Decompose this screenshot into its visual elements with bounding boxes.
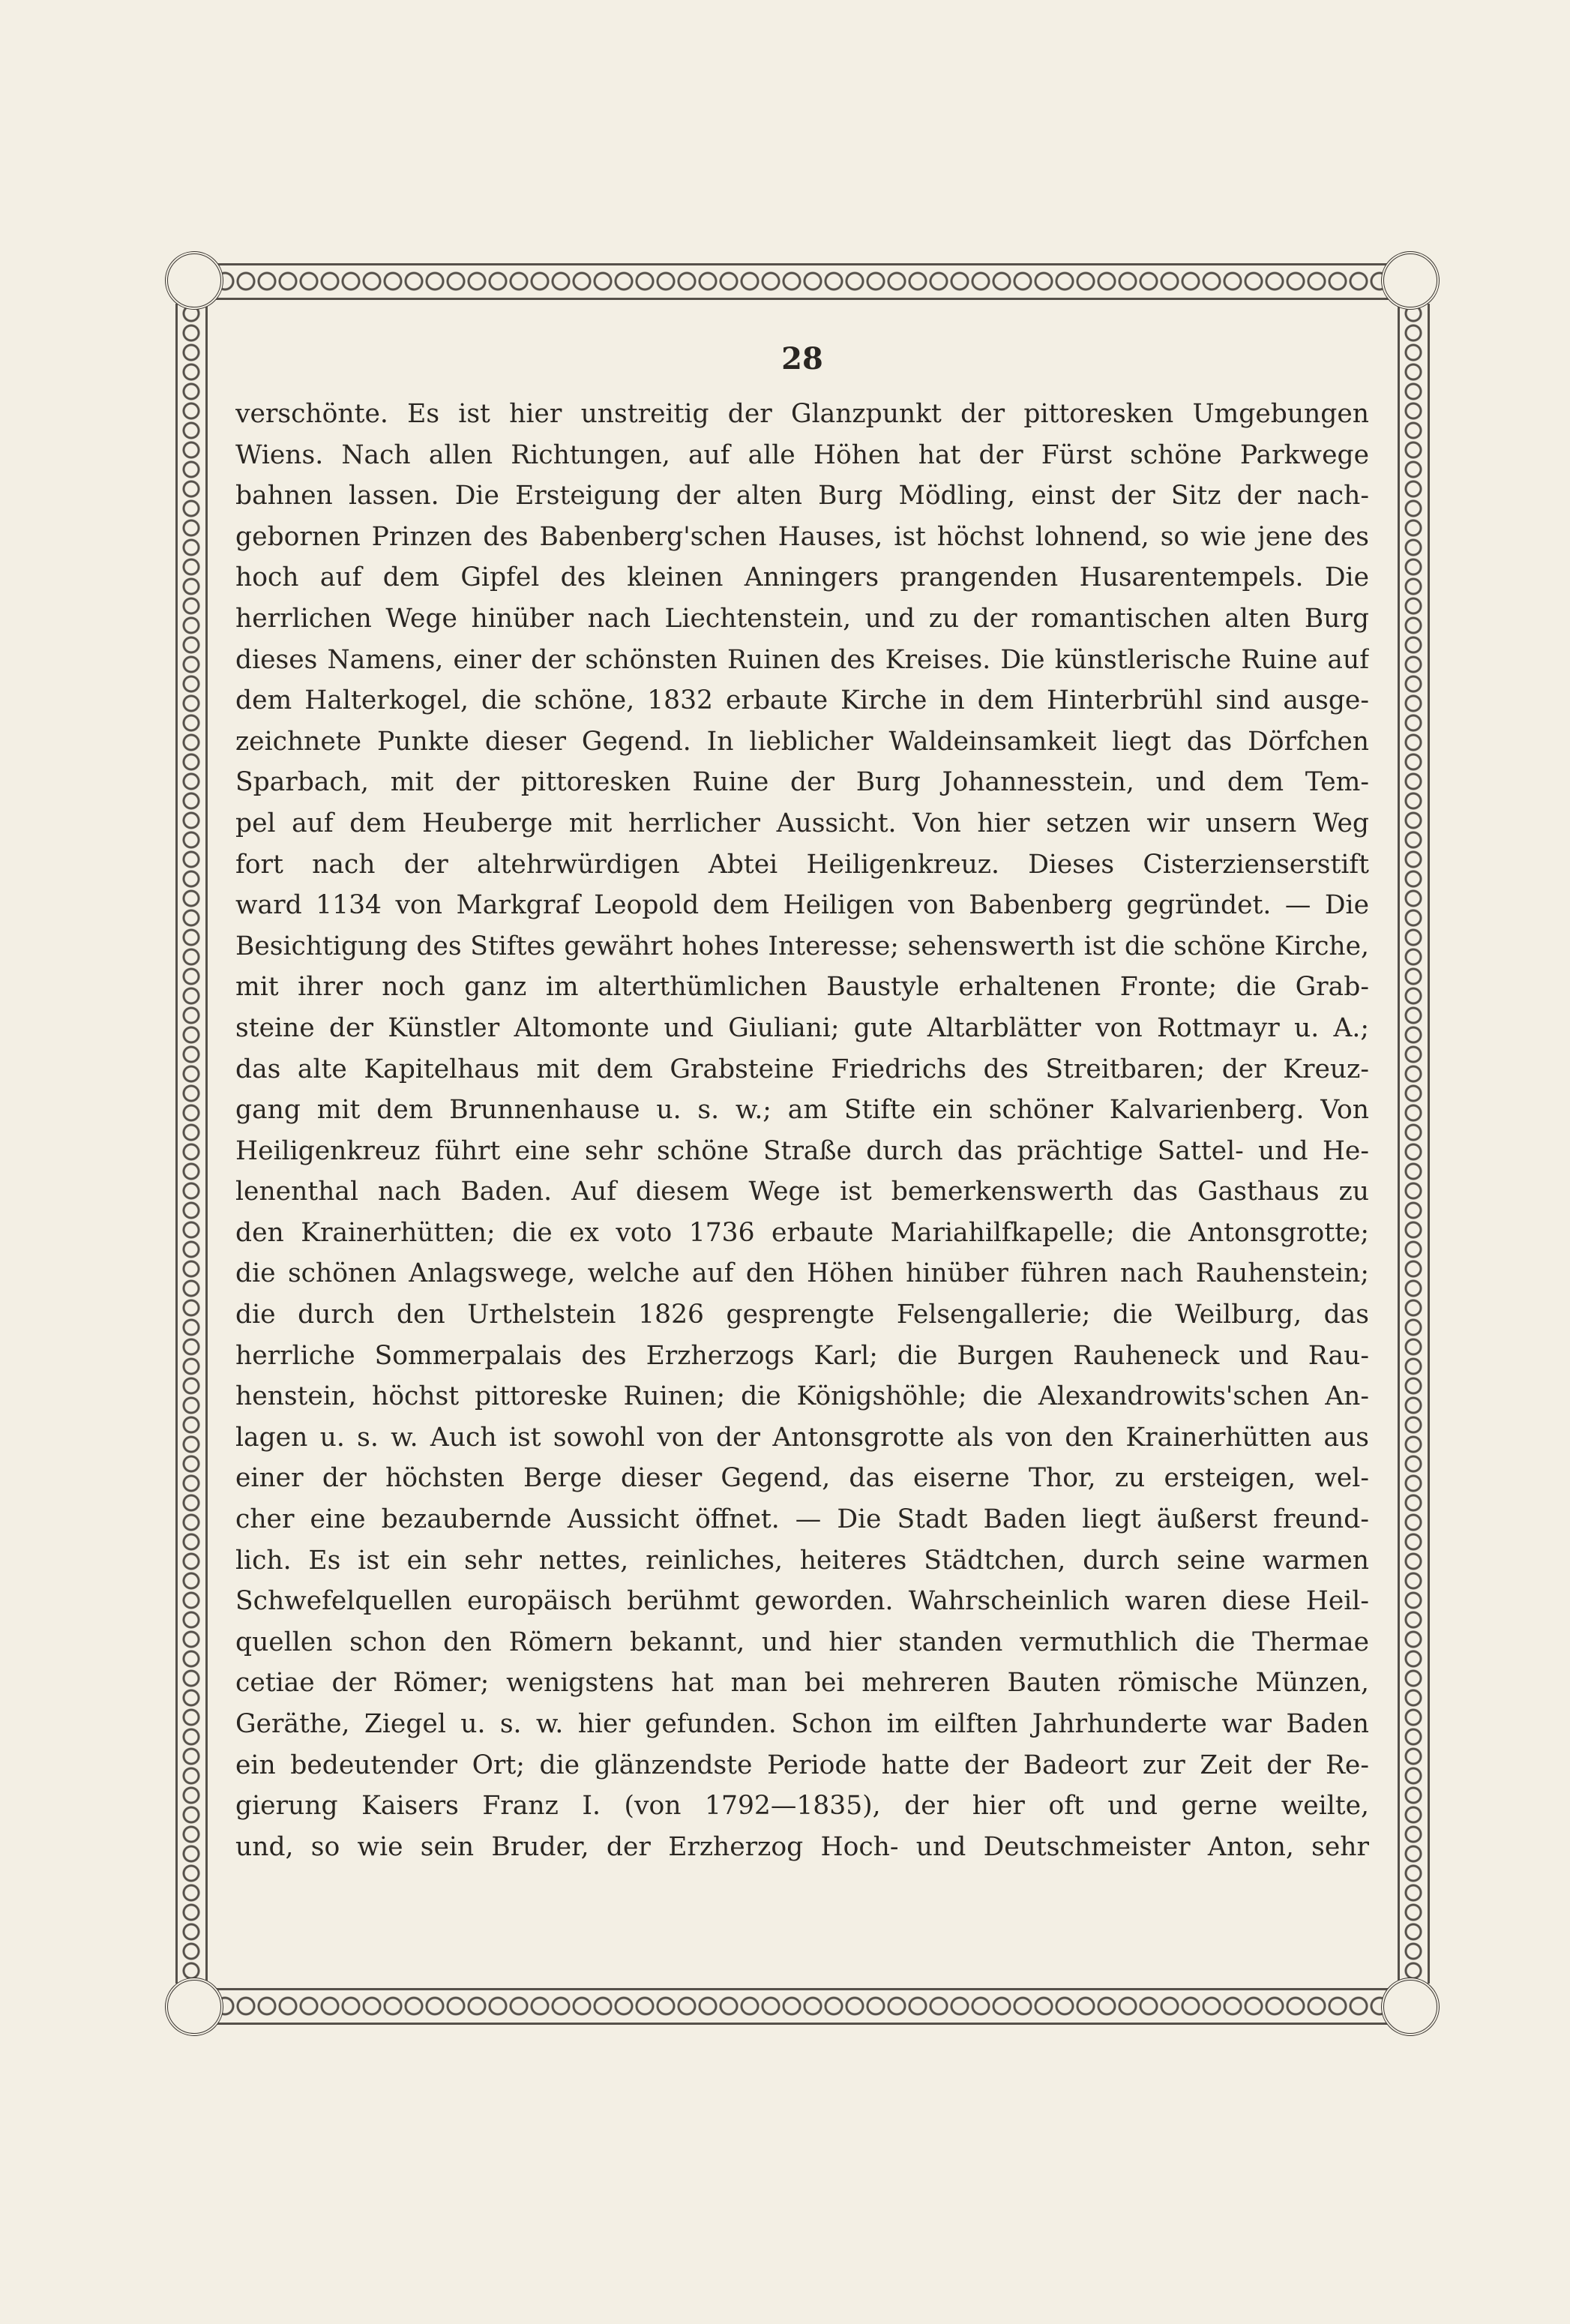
border-left [172,304,210,1984]
text-line: quellen schon den Römern bekannt, und hier standen vermuthlich die Thermae [235,1627,1369,1657]
text-line: henstein, höchst pittoreske Ruinen; die Königshöhle; die Alexandrowits'schen An- [235,1381,1369,1412]
text-line: mit ihrer noch ganz im alterthümlichen Baustyle erhaltenen Fronte; die Grab- [235,972,1369,1003]
text-line: gang mit dem Brunnenhause u. s. w.; am Stifte ein schöner Kalvarienberg. Von [235,1095,1369,1126]
text-line: steine der Künstler Altomonte und Giuliani; gute Altarblätter von Rottmayr u. A.; [235,1012,1369,1043]
body-text [235,394,1369,1867]
text-line: den Krainerhütten; die ex voto 1736 erbaute Mariahilfkapelle; die Antonsgrotte; [235,1217,1369,1248]
text-line: Sparbach, mit der pittoresken Ruine der Burg Johannesstein, und dem Tem- [235,767,1369,798]
page-content [235,341,1369,1969]
text-line: Geräthe, Ziegel u. s. w. hier gefunden. Schon im eilften Jahrhunderte war Baden [235,1709,1369,1739]
text-line: lenenthal nach Baden. Auf diesem Wege ist bemerkenswerth das Gasthaus zu [235,1177,1369,1207]
text-line: die durch den Urthelstein 1826 gesprengte Felsengallerie; die Weilburg, das [235,1300,1369,1330]
text-line: herrliche Sommerpalais des Erzherzogs Karl; die Burgen Rauheneck und Rau- [235,1340,1369,1371]
text-line: und, so wie sein Bruder, der Erzherzog Hoch- und Deutschmeister Anton, sehr [235,1831,1369,1862]
text-line: dieses Namens, einer der schönsten Ruinen des Kreises. Die künstlerische Ruine auf [235,644,1369,675]
text-line: hoch auf dem Gipfel des kleinen Anningers prangenden Husarentempels. Die [235,562,1369,593]
text-line: lich. Es ist ein sehr nettes, reinliches, heiteres Städtchen, durch seine warmen [235,1545,1369,1576]
corner-ornament-bottom-left [165,1978,223,2036]
text-line: dem Halterkogel, die schöne, 1832 erbaute Kirche in dem Hinterbrühl sind ausge- [235,685,1369,716]
border-right [1395,304,1432,1984]
text-line: Heiligenkreuz führt eine sehr schöne Straße durch das prächtige Sattel- und He- [235,1135,1369,1166]
corner-ornament-bottom-right [1381,1978,1440,2036]
text-line: cetiae der Römer; wenigstens hat man bei mehreren Bauten römische Münzen, [235,1668,1369,1699]
text-line: ward 1134 von Markgraf Leopold dem Heiligen von Babenberg gegründet. — Die [235,890,1369,921]
corner-ornament-top-left [165,251,223,310]
text-line: ein bedeutender Ort; die glänzendste Periode hatte der Badeort zur Zeit der Re- [235,1750,1369,1780]
page-number: 28 [781,341,823,376]
text-line: lagen u. s. w. Auch ist sowohl von der Antonsgrotte als von den Krainerhütten aus [235,1422,1369,1453]
text-line: herrlichen Wege hinüber nach Liechtenstein, und zu der romantischen alten Burg [235,603,1369,634]
border-top [172,259,1432,304]
text-line: Besichtigung des Stiftes gewährt hohes Interesse; sehenswerth ist die schöne Kirche, [235,931,1369,961]
text-line: die schönen Anlagswege, welche auf den Höhen hinüber führen nach Rauhenstein; [235,1258,1369,1289]
ornamental-border [172,259,1432,2029]
text-line: zeichnete Punkte dieser Gegend. In lieblicher Waldeinsamkeit liegt das Dörfchen [235,726,1369,757]
text-line: einer der höchsten Berge dieser Gegend, das eiserne Thor, zu ersteigen, wel- [235,1463,1369,1494]
text-line: Schwefelquellen europäisch berühmt geworden. Wahrscheinlich waren diese Heil- [235,1586,1369,1617]
text-line: pel auf dem Heuberge mit herrlicher Aussicht. Von hier setzen wir unsern Weg [235,808,1369,838]
text-line: cher eine bezaubernde Aussicht öffnet. — Die Stadt Baden liegt äußerst freund- [235,1504,1369,1535]
border-bottom [172,1984,1432,2029]
text-line: das alte Kapitelhaus mit dem Grabsteine Friedrichs des Streitbaren; der Kreuz- [235,1054,1369,1084]
text-line: bahnen lassen. Die Ersteigung der alten Burg Mödling, einst der Sitz der nach- [235,481,1369,511]
text-line: verschönte. Es ist hier unstreitig der Glanzpunkt der pittoresken Umgebungen [235,399,1369,429]
text-line: gebornen Prinzen des Babenberg'schen Hauses, ist höchst lohnend, so wie jene des [235,521,1369,552]
text-line: fort nach der altehrwürdigen Abtei Heiligenkreuz. Dieses Cisterzienserstift [235,849,1369,880]
text-line: gierung Kaisers Franz I. (von 1792—1835), der hier oft und gerne weilte, [235,1791,1369,1822]
corner-ornament-top-right [1381,251,1440,310]
text-line: Wiens. Nach allen Richtungen, auf alle Höhen hat der Fürst schöne Parkwege [235,439,1369,470]
